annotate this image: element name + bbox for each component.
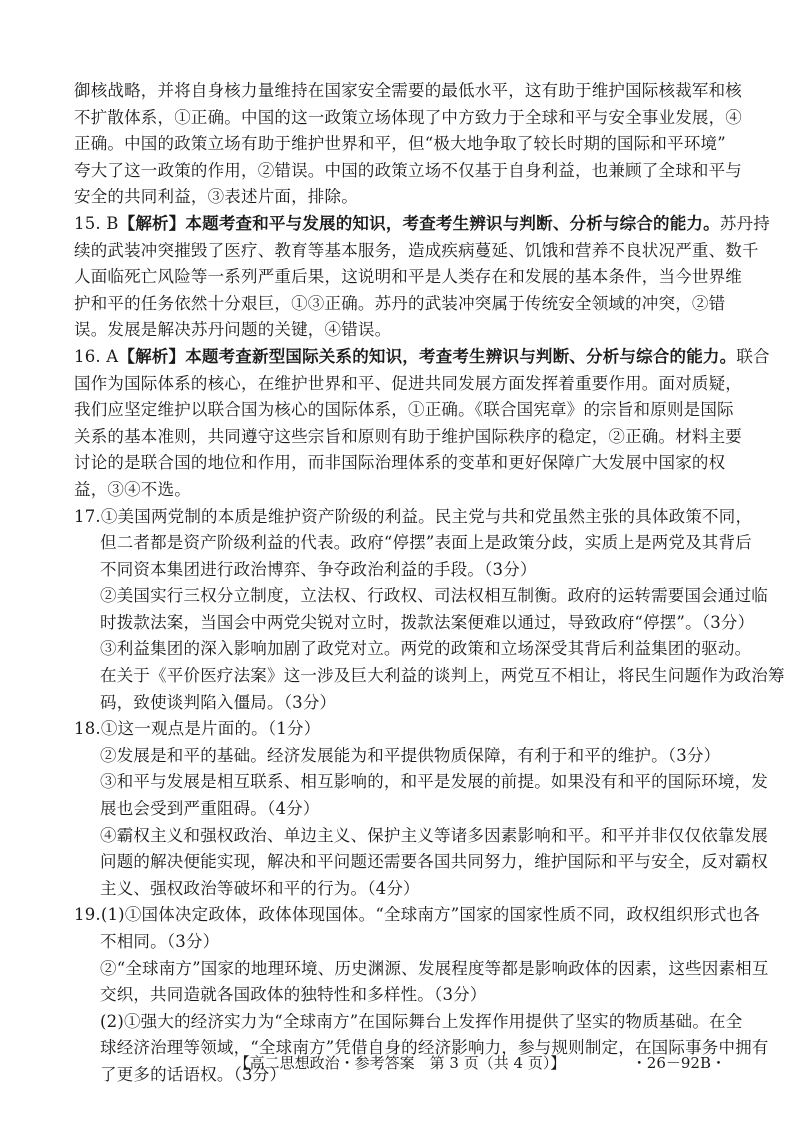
text-line [74,769,768,796]
line-text: ①美国两党制的本质是维护资产阶级的利益。民主党与共和党虽然主张的具体政策不同， [100,506,753,526]
text-line [74,663,785,690]
answer-text-body [74,78,785,1089]
text-line [74,397,734,424]
text-line [74,158,742,185]
question-number: 16. A [74,346,119,366]
text-line [74,211,770,238]
line-text: ④霸权主义和强权政治、单边主义、保护主义等诸多因素影响和平。和平并非仅仅依靠发展 [100,825,768,845]
text-line [74,450,726,477]
line-text: 不相同。（3分） [100,932,220,951]
text-line [74,131,726,158]
text-line [74,1009,743,1036]
line-text: 球经济治理等领域，“全球南方”凭借自身的经济影响力，参与规则制定，在国际事务中拥有 [100,1038,769,1058]
line-text: 码，致使谈判陷入僵局。（3分） [100,692,337,712]
line-text: 展也会受到严重阻碍。（4分） [100,799,320,819]
line-text: 不同资本集团进行政治博弈、争夺政治利益的手段。（3分） [100,559,537,579]
text-line [74,317,726,344]
text-line [74,610,755,637]
line-text: ③和平与发展是相互联系、相互影响的，和平是发展的前提。如果没有和平的国际环境，发 [100,772,768,792]
line-text: 主义、强权政治等破坏和平的行为。（4分） [100,878,420,898]
line-text: 护和平的任务依然十分艰巨，①③正确。苏丹的武装冲突属于传统安全领域的冲突，②错 [74,293,726,313]
text-line [74,956,769,983]
line-text: 续的武装冲突摧毁了医疗、教育等基本服务，造成疾病蔓延、饥饿和营养不良状况严重、数千 [74,240,759,260]
footer-code: ・26－92B・ [631,1054,726,1072]
line-text: 我们应坚定维护以联合国为核心的国际体系，①正确。《联合国宪章》的宗旨和原则是国际 [74,400,734,420]
line-text: 讨论的是联合国的地位和作用，而非国际治理体系的变革和更好保障广大发展中国家的权 [74,453,726,473]
line-text: 益，③④不选。 [74,479,191,499]
line-text: 关系的基本准则，共同遵守这些宗旨和原则有助于维护国际秩序的稳定，②正确。材料主要 [74,426,742,446]
text-line [74,823,768,850]
line-text: ②“全球南方”国家的地理环境、历史渊源、发展程度等都是影响政体的因素，这些因素相互 [100,958,769,978]
line-text: 夸大了这一政策的作用，②错误。中国的政策立场不仅基于自身利益，也兼顾了全球和平与 [74,160,742,180]
text-line [74,849,768,876]
line-text: 误。发展是解决苏丹问题的关键，④错误。 [74,320,392,340]
text-line [74,504,753,531]
text-line [74,184,726,211]
text-line [74,716,726,743]
line-text: 国作为国际体系的核心，在维护世界和平、促进共同发展方面发挥着重要作用。面对质疑， [74,373,742,393]
question-number: 17. [74,506,101,526]
text-line [74,78,742,105]
line-text: 时拨款法案，当国会中两党尖锐对立时，拨款法案便难以通过，导致政府“停摆”。（3分） [100,612,755,632]
analysis-heading: 【解析】本题考查新型国际关系的知识，考查考生辨识与判断、分析与综合的能力。 [118,346,737,366]
line-text: 了更多的话语权。（3分） [100,1064,287,1084]
line-text: ①这一观点是片面的。（1分） [100,719,321,739]
text-line [74,105,742,132]
line-text: 不扩散体系，①正确。中国的这一政策立场体现了中方致力于全球和平与安全事业发展，④ [74,107,742,127]
text-line [74,743,726,770]
text-line [74,902,760,929]
text-line [74,424,742,451]
question-number: 15. B [74,213,119,233]
question-number: 18. [74,719,101,739]
line-text: 人面临死亡风险等一系列严重后果，这说明和平是人类存在和发展的基本条件，当今世界维 [74,267,742,287]
text-line [74,636,752,663]
line-text: 苏丹持 [719,213,770,233]
line-text: ②美国实行三权分立制度，立法权、行政权、司法权相互制衡。政府的运转需要国会通过临 [100,586,768,606]
line-text: (2)①强大的经济实力为“全球南方”在国际舞台上发挥作用提供了坚实的物质基础。在全 [100,1011,743,1031]
text-line [74,344,770,371]
line-text: 但二者都是资产阶级利益的代表。政府“停摆”表面上是政策分歧，实质上是两党及其背后 [100,533,752,553]
line-text: ②发展是和平的基础。经济发展能为和平提供物质保障，有利于和平的维护。（3分） [100,745,721,765]
text-line [74,371,742,398]
line-text: 安全的共同利益，③表述片面，排除。 [74,187,358,207]
text-line [74,583,768,610]
line-text: 正确。中国的政策立场有助于维护世界和平，但“极大地争取了较长时期的国际和平环境” [74,134,726,154]
text-line [74,690,726,717]
analysis-heading: 【解析】本题考查和平与发展的知识，考查考生辨识与判断、分析与综合的能力。 [118,213,720,233]
text-line [74,796,726,823]
text-line [74,530,752,557]
line-text: ③利益集团的深入影响加剧了政党对立。两党的政策和立场深受其背后利益集团的驱动。 [100,639,752,659]
text-line [74,264,742,291]
line-text: 问题的解决便能实现，解决和平问题还需要各国共同努力，维护国际和平与安全，反对霸权 [100,852,768,872]
text-line [74,557,726,584]
text-line [74,876,726,903]
text-line [74,982,726,1009]
text-line [74,238,759,265]
page-footer [0,1052,800,1074]
question-number: 19. [74,905,101,925]
text-line [74,929,726,956]
line-text: 联合 [736,346,770,366]
text-line [74,477,726,504]
line-text: 御核战略，并将自身核力量维持在国家安全需要的最低水平，这有助于维护国际核裁军和核 [74,81,742,100]
line-text: 在关于《平价医疗法案》这一涉及巨大利益的谈判上，两党互不相让，将民生问题作为政治筹 [100,666,785,686]
line-text: (1)①国体决定政体，政体体现国体。“全球南方”国家的国家性质不同，政权组织形式也各 [100,905,760,925]
footer-page-info: 【高二思想政治・参考答案 第 3 页（共 4 页）】 [234,1054,566,1072]
text-line [74,291,726,318]
line-text: 交织，共同造就各国政体的独特性和多样性。（3分） [100,985,487,1005]
